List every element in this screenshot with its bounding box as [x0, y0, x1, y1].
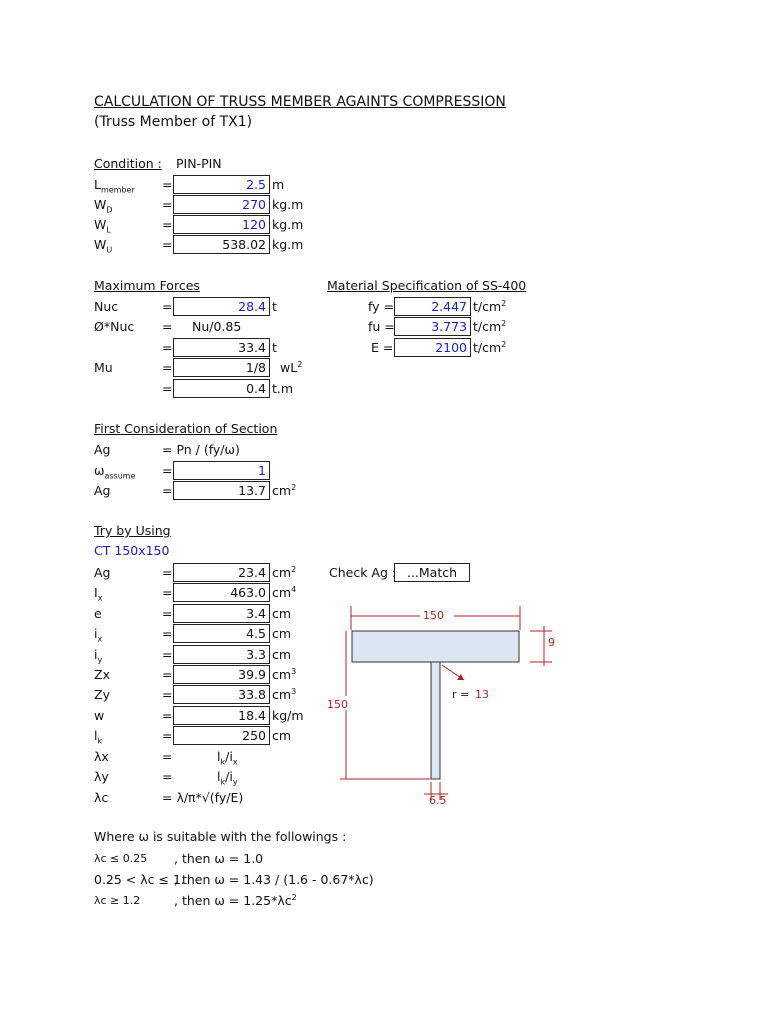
e-label: E = [371, 340, 394, 355]
property-unit: cm [272, 626, 292, 641]
ag-formula: = Pn / (fy/ω) [162, 442, 240, 457]
equals-sign: = [162, 177, 173, 192]
flange-width-label: 150 [423, 609, 444, 622]
wd-value-cell[interactable]: 270 [173, 195, 270, 214]
property-unit: $cm^4$ [272, 584, 297, 600]
phinuc-formula: Nu/0.85 [192, 319, 242, 334]
condition-1: λc ≤ 0.25 [94, 852, 148, 865]
fy-unit: $t/cm^2$ [473, 298, 507, 314]
result-1: , then ω = 1.0 [174, 851, 264, 866]
equals-sign: = [162, 585, 173, 600]
wl-unit: kg.m [272, 217, 304, 232]
section-name: CT 150x150 [94, 543, 170, 558]
t-web [431, 662, 440, 779]
fy-value-cell[interactable]: 2.447 [394, 297, 471, 316]
equals-sign: = [162, 565, 173, 580]
property-value-cell[interactable]: 4.5 [173, 624, 270, 643]
wu-label: $W_U$ [94, 237, 113, 255]
fu-value-cell[interactable]: 3.773 [394, 317, 471, 336]
equals-sign: = [162, 728, 173, 743]
result-2: , then ω = 1.43 / (1.6 - 0.67*λc) [174, 872, 374, 887]
property-unit: cm [272, 647, 292, 662]
phinuc-value-cell[interactable]: 33.4 [173, 338, 270, 357]
result-3: , then $\omega = 1.25*\lambda c^2$ [174, 892, 297, 908]
check-ag-result-cell[interactable]: ...Match [394, 563, 470, 582]
property-label: Ag [94, 565, 111, 580]
property-label: $l_k$ [94, 728, 103, 746]
nuc-value-cell[interactable]: 28.4 [173, 297, 270, 316]
equals-sign: = [162, 299, 173, 314]
lambda-y-formula: $l_k/i_y$ [217, 769, 238, 787]
property-label: Zy [94, 687, 110, 702]
equals-sign: = [162, 340, 173, 355]
lambda-c-label: λc [94, 790, 109, 805]
where-intro: Where ω is suitable with the followings : [94, 829, 347, 844]
nuc-unit: t [272, 299, 277, 314]
wu-value-cell[interactable]: 538.02 [173, 235, 270, 254]
fu-label: fu = [368, 319, 395, 334]
condition-label: Condition : [94, 156, 162, 171]
property-unit: kg/m [272, 708, 304, 723]
property-value-cell[interactable]: 250 [173, 726, 270, 745]
wu-unit: kg.m [272, 237, 304, 252]
property-label: $i_x$ [94, 626, 103, 644]
lambda-c-formula: = λ/π*√(fy/E) [162, 790, 244, 805]
wl-label: $W_L$ [94, 217, 111, 235]
ag-required-label: Ag [94, 483, 111, 498]
web-thick-label: 6.5 [429, 794, 447, 807]
property-value-cell[interactable]: 3.4 [173, 604, 270, 623]
lmember-unit: m [272, 177, 285, 192]
property-unit: $cm^2$ [272, 564, 297, 580]
page-subtitle: (Truss Member of TX1) [94, 114, 253, 130]
lmember-value-cell[interactable]: 2.5 [173, 175, 270, 194]
mu-label: Mu [94, 360, 113, 375]
property-value-cell[interactable]: 39.9 [173, 665, 270, 684]
equals-sign: = [162, 463, 173, 478]
ag-required-value-cell[interactable]: 13.7 [173, 481, 270, 500]
equals-sign: = [162, 687, 173, 702]
wl-value-cell[interactable]: 120 [173, 215, 270, 234]
mu-formula-unit: $wL^2$ [280, 359, 303, 375]
equals-sign: = [162, 667, 173, 682]
property-value-cell[interactable]: 3.3 [173, 645, 270, 664]
condition-value: PIN-PIN [176, 156, 222, 171]
equals-sign: = [162, 217, 173, 232]
omega-value-cell[interactable]: 1 [173, 461, 270, 480]
max-forces-heading: Maximum Forces [94, 278, 200, 293]
condition-3: λc ≥ 1.2 [94, 894, 141, 907]
property-value-cell[interactable]: 463.0 [173, 583, 270, 602]
fu-unit: $t/cm^2$ [473, 318, 507, 334]
page-title: CALCULATION OF TRUSS MEMBER AGAINTS COMPRESSION [94, 94, 506, 110]
property-label: Zx [94, 667, 110, 682]
property-value-cell[interactable]: 23.4 [173, 563, 270, 582]
t-flange [352, 631, 519, 662]
property-label: w [94, 708, 105, 723]
radius-label: r = [452, 688, 470, 701]
property-unit: cm [272, 606, 292, 621]
mu-value-cell[interactable]: 0.4 [173, 379, 270, 398]
try-heading: Try by Using [94, 523, 171, 538]
flange-thick-label: 9 [548, 636, 555, 649]
property-unit: $cm^3$ [272, 686, 297, 702]
equals-sign: = [162, 319, 173, 334]
property-label: e [94, 606, 102, 621]
fy-label: fy = [368, 299, 395, 314]
property-label: $I_x$ [94, 585, 103, 603]
equals-sign: = [162, 381, 173, 396]
equals-sign: = [162, 360, 173, 375]
mu-formula-cell[interactable]: 1/8 [173, 358, 270, 377]
first-consideration-heading: First Consideration of Section [94, 421, 278, 436]
property-value-cell[interactable]: 18.4 [173, 706, 270, 725]
lambda-x-formula: $l_k/i_x$ [217, 749, 238, 767]
radius-value: 13 [475, 688, 489, 701]
phinuc-unit: t [272, 340, 277, 355]
equals-sign: = [162, 197, 173, 212]
equals-sign: = [162, 647, 173, 662]
wd-label: $W_D$ [94, 197, 113, 215]
equals-sign: = [162, 606, 173, 621]
e-unit: $t/cm^2$ [473, 339, 507, 355]
ag-required-unit: $cm^2$ [272, 482, 297, 498]
equals-sign: = [162, 237, 173, 252]
phinuc-label: Ø*Nuc [94, 319, 135, 334]
condition-2: 0.25 < λc ≤ 1. [94, 872, 185, 887]
equals-sign: = [162, 483, 173, 498]
equals-sign: = [162, 769, 173, 784]
t-section-diagram [318, 600, 568, 815]
property-unit: cm [272, 728, 292, 743]
property-unit: $cm^3$ [272, 666, 297, 682]
equals-sign: = [162, 749, 173, 764]
ag-label: Ag [94, 442, 111, 457]
equals-sign: = [162, 708, 173, 723]
property-label: $i_y$ [94, 647, 103, 665]
wd-unit: kg.m [272, 197, 304, 212]
equals-sign: = [162, 626, 173, 641]
property-value-cell[interactable]: 33.8 [173, 685, 270, 704]
height-label: 150 [327, 698, 348, 711]
lambda-y-label: λy [94, 769, 109, 784]
radius-arrow-head [457, 674, 464, 680]
check-ag-label: Check Ag : [329, 565, 397, 580]
omega-assume-label: $\omega_{assume}$ [94, 463, 136, 481]
material-heading: Material Specification of SS-400 [327, 278, 527, 293]
e-value-cell[interactable]: 2100 [394, 338, 471, 357]
lmember-label: $L_{member}$ [94, 177, 135, 195]
lambda-x-label: λx [94, 749, 109, 764]
mu-unit: t.m [272, 381, 294, 396]
nuc-label: Nuc [94, 299, 119, 314]
